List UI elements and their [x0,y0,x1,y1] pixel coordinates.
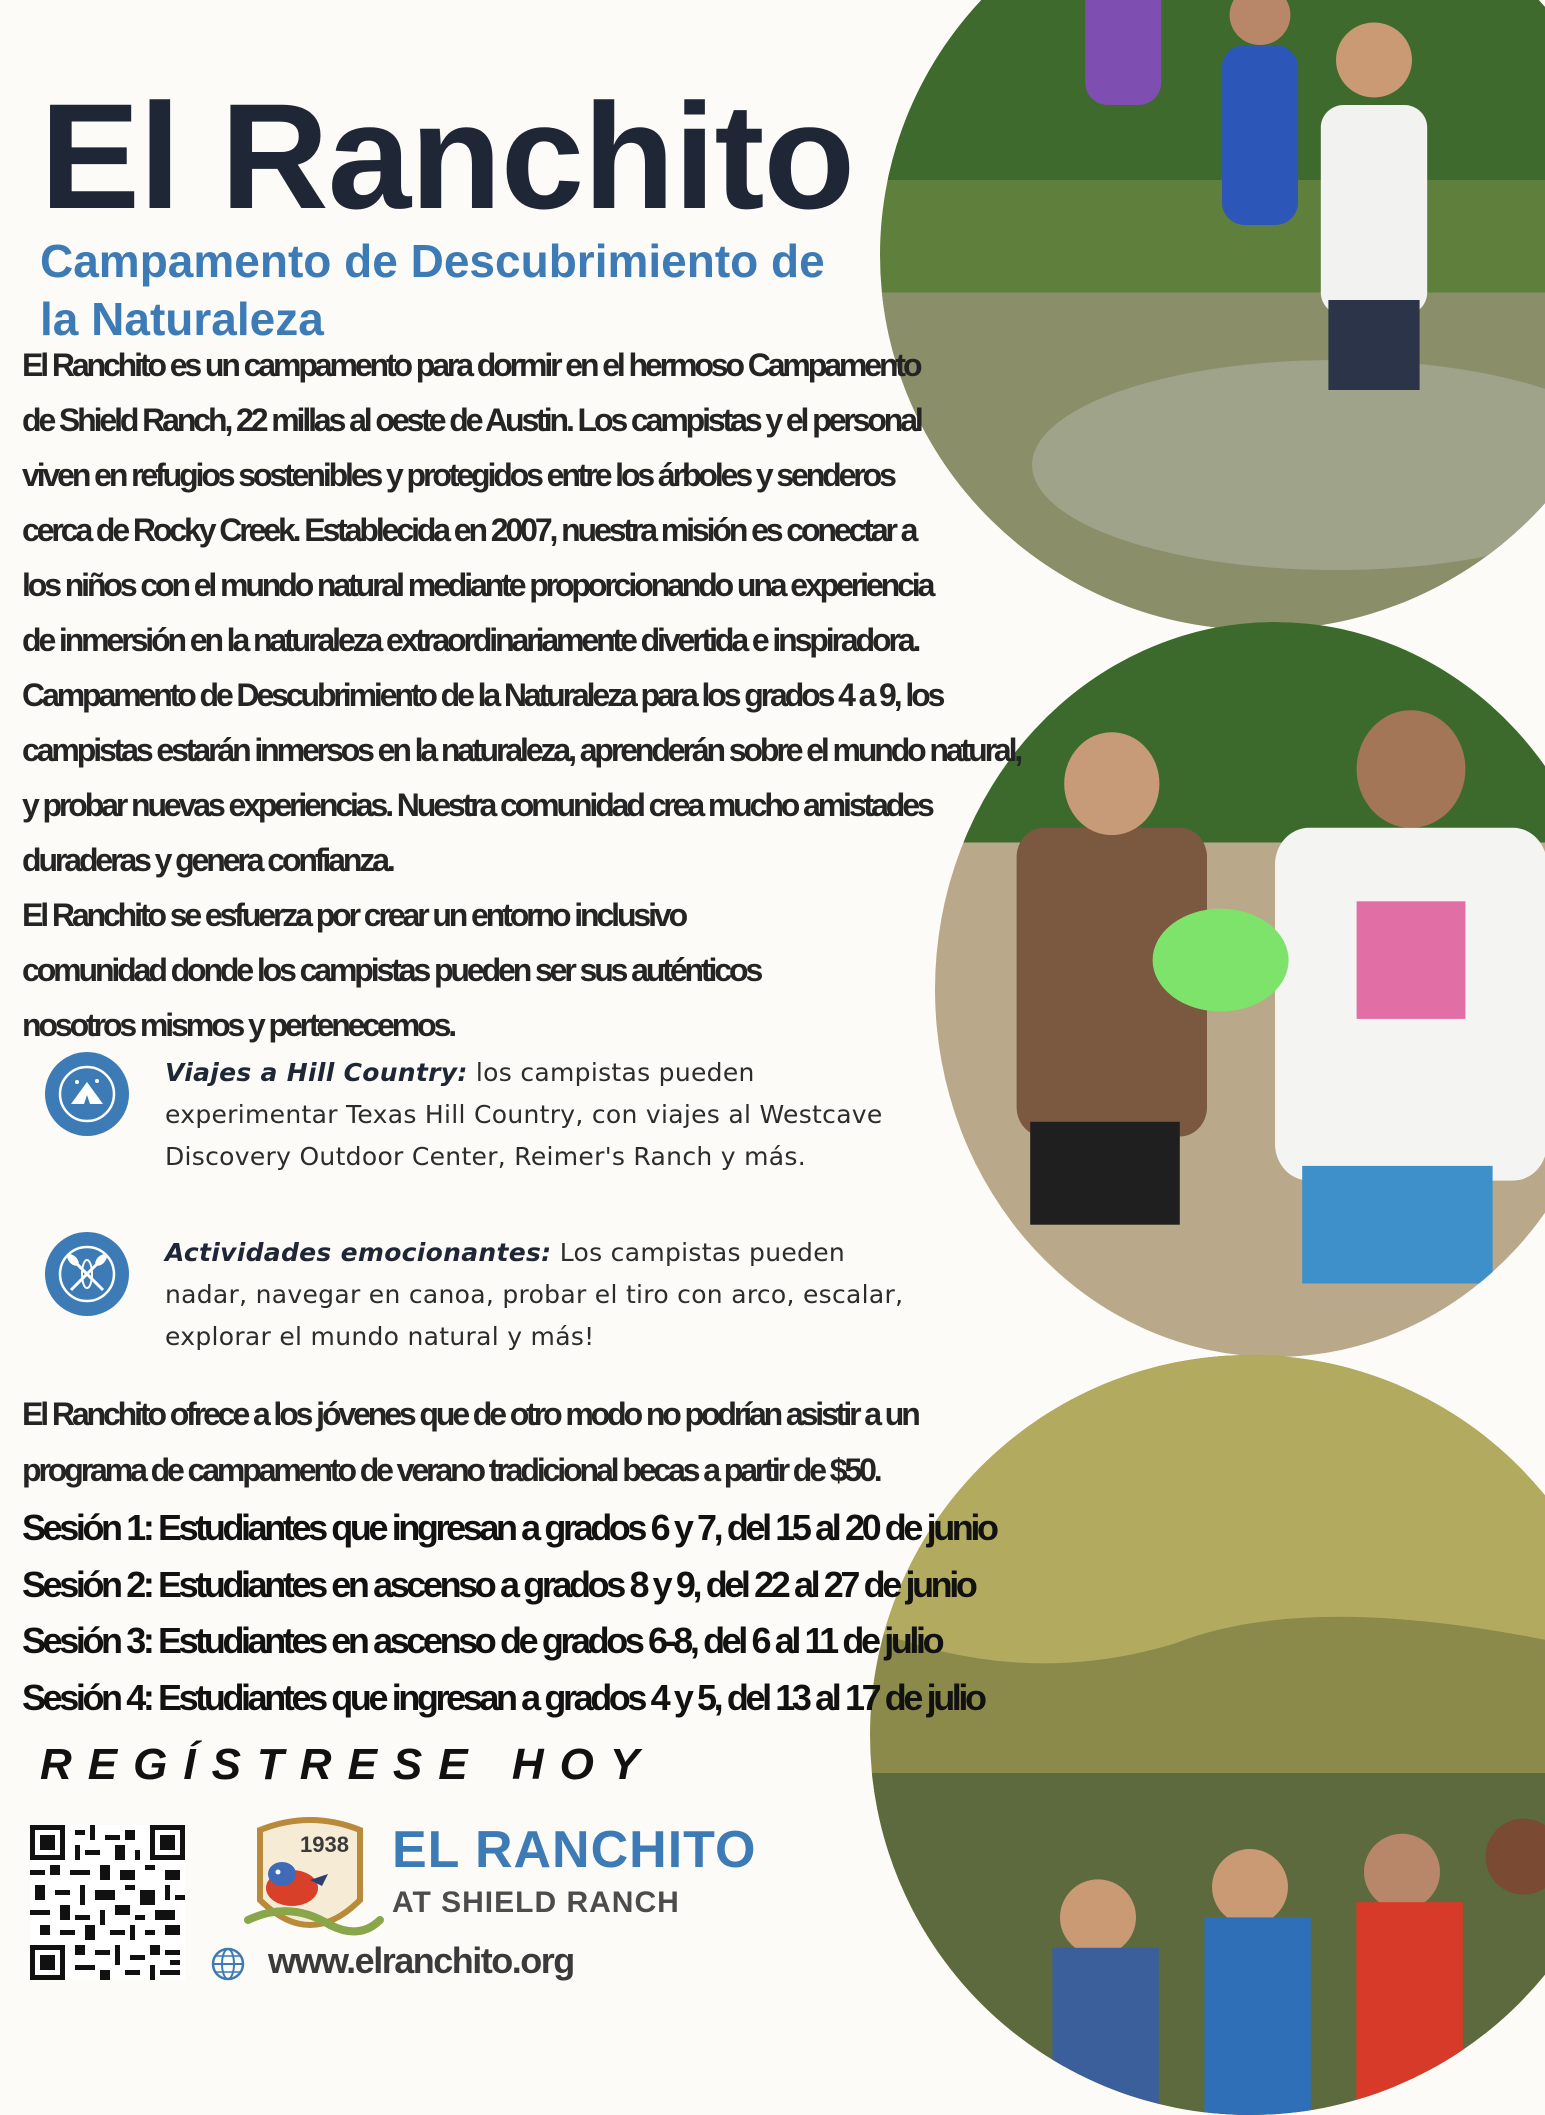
brand-subtitle: AT SHIELD RANCH [392,1886,680,1919]
session-list [22,1500,1022,1726]
feature-activities [45,1232,945,1372]
page-title: El Ranchito [40,72,855,240]
page-subtitle: Campamento de Descubrimiento de la Naturaleza [40,235,825,345]
tent-icon [45,1052,129,1136]
brand-name: EL RANCHITO [392,1821,757,1879]
qr-code[interactable] [30,1825,185,1980]
feature-hill-country-desc: los campistas pueden experimentar Texas Hill Country, con viajes al Westcave Discovery Outdoor Center, Reimer's Ranch y más. [165,1058,883,1171]
register-cta: REGÍSTRESE HOY [40,1740,656,1789]
globe-icon [210,1946,246,1982]
intro-text [22,338,1032,1053]
feature-activities-desc: Los campistas pueden nadar, navegar en canoa, probar el tiro con arco, escalar, explorar el mundo natural y más! [165,1238,904,1351]
website-link[interactable]: www.elranchito.org [268,1940,574,1981]
intro-paragraph-1: El Ranchito es un campamento para dormir en el hermoso Campamento de Shield Ranch, 22 millas al oeste de Austin. Los campistas y el personal viven en refugios sostenibles y protegidos entre los árboles y senderos cerca de Rocky Creek. Establecida en 2007, nuestra misión es conectar a los niños con el mundo natural mediante proporcionando una experiencia de inmersión en la naturaleza extraordinariamente divertida e inspiradora. [22,347,933,658]
feature-activities-title: Actividades emocionantes: [165,1238,552,1267]
logo-year: 1938 [300,1832,349,1857]
session-4: Sesión 4: Estudiantes que ingresan a grados 4 y 5, del 13 al 17 de julio [22,1676,984,1718]
feature-hill-country-text [165,1052,885,1178]
scholarship-text: El Ranchito ofrece a los jóvenes que de otro modo no podrían asistir a un programa de campamento de verano tradicional becas a partir de $50. [22,1396,918,1488]
canoe-paddles-icon [45,1232,129,1316]
intro-paragraph-2: Campamento de Descubrimiento de la Naturaleza para los grados 4 a 9, los campistas estarán inmersos en la naturaleza, aprenderán sobre el mundo natural, y probar nuevas experiencias. Nuestra comunidad crea mucho amistades duraderas y genera confianza. [22,677,1021,878]
intro-paragraph-3: El Ranchito se esfuerza por crear un entorno inclusivo comunidad donde los campistas pueden ser sus auténticos nosotros mismos y pertenecemos. [22,897,761,1043]
session-3: Sesión 3: Estudiantes en ascenso de grados 6-8, del 6 al 11 de julio [22,1620,942,1661]
feature-hill-country-title: Viajes a Hill Country: [165,1058,468,1087]
feature-hill-country [45,1052,945,1222]
feature-activities-text [165,1232,905,1358]
session-1: Sesión 1: Estudiantes que ingresan a grados 6 y 7, del 15 al 20 de junio [22,1507,996,1548]
session-2: Sesión 2: Estudiantes en ascenso a grados 8 y 9, del 22 al 27 de junio [22,1563,975,1605]
